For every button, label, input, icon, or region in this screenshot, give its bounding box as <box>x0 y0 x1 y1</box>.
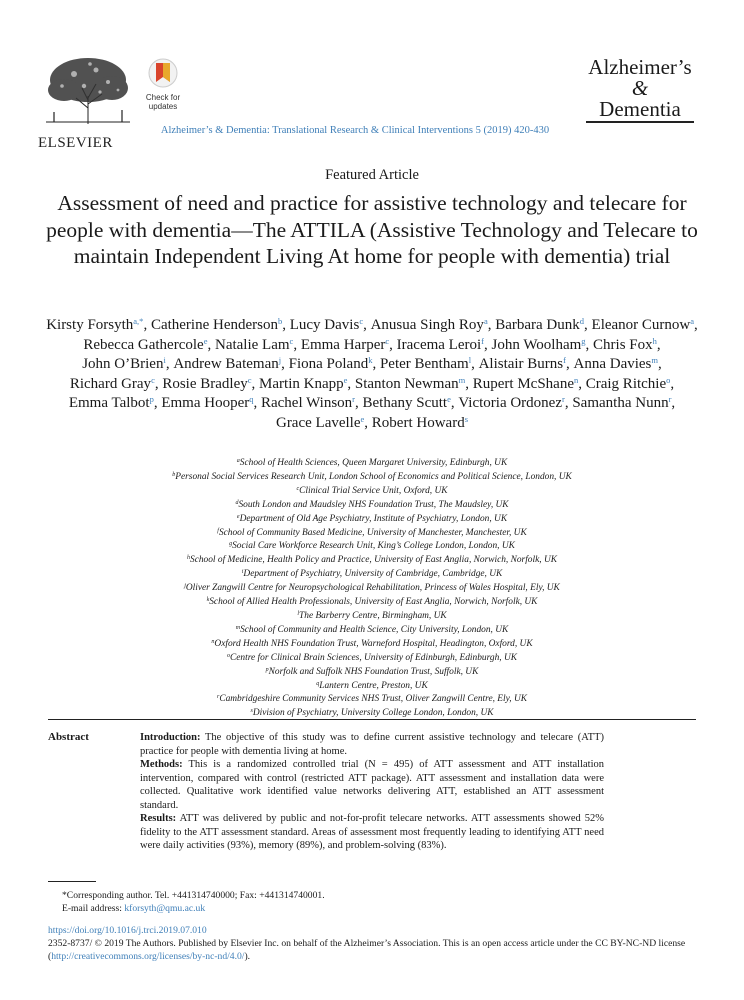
author-name: Barbara Dunk <box>495 317 580 333</box>
email-label: E-mail address: <box>62 903 125 914</box>
author-name: Martin Knapp <box>259 375 344 392</box>
author-affiliation-marker[interactable]: j <box>278 355 282 366</box>
abstract-text: The objective of this study was to define current assistive technology and telecare (ATT) practice for people with dementia living at home. <box>140 732 604 757</box>
affiliation-key: n <box>211 638 215 645</box>
author-separator: , <box>389 336 397 353</box>
author[interactable] <box>70 376 163 392</box>
author-separator: , <box>471 356 479 373</box>
affiliation-text: School of Community Based Medicine, University of Manchester, Manchester, UK <box>218 527 527 538</box>
affiliation-text: School of Medicine, Health Policy and Practice, University of East Anglia, Norwich, Norfolk, UK <box>190 555 557 566</box>
badge-line-2: updates <box>148 102 178 111</box>
email-note <box>62 903 205 914</box>
author-name: Peter Bentham <box>379 356 469 373</box>
author-affiliation-marker[interactable]: r <box>352 394 355 405</box>
author[interactable] <box>161 395 261 411</box>
affiliation-text: Personal Social Services Research Unit, London School of Economics and Political Science, London, UK <box>175 471 572 482</box>
affiliation-text: Social Care Workforce Research Unit, King’s College London, London, UK <box>232 541 515 552</box>
author-separator: , <box>450 395 459 412</box>
affiliation-key: p <box>265 666 269 673</box>
affiliation <box>40 693 704 707</box>
affiliation-key: a <box>236 458 240 464</box>
affiliation <box>40 596 704 610</box>
affiliation <box>40 457 704 471</box>
author-separator: , <box>584 317 592 333</box>
author-affiliation-marker[interactable]: o <box>666 374 671 385</box>
author[interactable] <box>495 317 591 333</box>
author[interactable] <box>479 356 574 372</box>
author-affiliation-marker[interactable]: c <box>247 374 252 385</box>
affiliation-key: f <box>217 527 219 534</box>
affiliation-text: School of Health Sciences, Queen Margaret University, Edinburgh, UK <box>239 458 508 468</box>
author-name: Eleanor Curnow <box>591 317 691 333</box>
bookmark-icon <box>140 58 186 88</box>
author-separator: , <box>585 336 594 353</box>
author-name: Anusua Singh Roy <box>370 317 484 333</box>
author[interactable] <box>372 415 468 431</box>
author-name: Rebecca Gathercole <box>83 336 204 353</box>
author-affiliation-marker[interactable]: k <box>368 355 373 366</box>
author-separator: , <box>671 395 676 412</box>
author-separator: , <box>165 356 174 373</box>
author-name: Iracema Leroi <box>396 336 482 353</box>
author[interactable] <box>380 356 479 372</box>
author-name: Kirsty Forsyth <box>46 317 134 333</box>
author-affiliation-marker[interactable]: c <box>289 335 294 346</box>
author-name: Bethany Scutt <box>362 395 448 412</box>
affiliation-key: m <box>235 624 241 631</box>
abstract-text: ATT was delivered by public and not-for-profit telecare networks. ATT assessments showed 52% fidelity to the ATT assessment standard. Areas of assessment most frequently leading to identifying ATT need were daily activities (93%), memory (89%), and problem-solving (83%). <box>140 813 604 851</box>
author[interactable] <box>301 337 397 353</box>
author-affiliation-marker[interactable]: r <box>562 394 565 405</box>
author-name: John Woolham <box>491 336 582 353</box>
author-name: John O’Brien <box>82 356 164 373</box>
journal-logo-ampersand: & <box>631 76 649 100</box>
author-separator: , <box>154 375 163 392</box>
affiliation-key: b <box>172 471 176 478</box>
author[interactable] <box>261 395 363 411</box>
affiliation <box>40 554 704 568</box>
author-affiliation-marker[interactable]: h <box>652 335 657 346</box>
affiliation <box>40 624 704 638</box>
affiliation-text: Oliver Zangwill Centre for Neuropsychological Rehabilitation, Princess of Wales Hospital, Ely, UK <box>185 583 560 594</box>
affiliation <box>40 527 704 541</box>
author[interactable] <box>151 317 290 333</box>
author-affiliation-marker[interactable]: e <box>203 335 208 346</box>
author-separator: , <box>566 356 574 373</box>
affiliation-key: k <box>206 597 210 604</box>
affiliation-key: l <box>297 610 300 617</box>
check-for-updates-badge[interactable] <box>140 58 186 111</box>
affiliation-text: Centre for Clinical Brain Sciences, University of Edinburgh, Edinburgh, UK <box>230 652 517 663</box>
affiliation-key: s <box>250 708 253 715</box>
copyright-text: 2352-8737/ © 2019 The Authors. Published by Elsevier Inc. on behalf of the Alzheimer’s Association. This is an open access article under the CC BY-NC-ND license ( <box>48 938 686 962</box>
author[interactable] <box>363 395 459 411</box>
journal-logo-line-3: Dementia <box>599 97 681 121</box>
doi-link[interactable]: https://doi.org/10.1016/j.trci.2019.07.010 <box>48 925 207 936</box>
affiliation <box>40 540 704 554</box>
author-separator: , <box>355 395 363 412</box>
affiliation-key: o <box>227 652 231 659</box>
author-separator: , <box>694 317 698 333</box>
author-separator: , <box>207 336 215 353</box>
journal-citation-link[interactable]: Alzheimer’s & Dementia: Translational Research & Clinical Interventions 5 (2019) 420-430 <box>160 125 550 136</box>
author-separator: , <box>578 375 586 392</box>
affiliation-key: e <box>236 513 240 520</box>
affiliation-key: c <box>296 485 300 492</box>
affiliation <box>40 568 704 582</box>
journal-logo-underline <box>586 121 694 123</box>
abstract-section <box>140 731 604 758</box>
affiliation-text: Division of Psychiatry, University College London, London, UK <box>252 708 494 719</box>
author[interactable] <box>83 337 215 353</box>
affiliation-list <box>40 457 704 721</box>
publisher-name: ELSEVIER <box>38 135 113 151</box>
affiliation-text: Lantern Centre, Preston, UK <box>319 680 428 691</box>
abstract-text: This is a randomized controlled trial (N = 495) of ATT assessment and ATT installation intervention, compared with control (restricted ATT package). ATT assessment and installation data were collected. Qualitative work identified value networks delivering ATT, established an ATT assessment standard. <box>140 759 604 811</box>
elsevier-tree-icon <box>38 52 138 128</box>
affiliation <box>40 610 704 624</box>
author-name: Craig Ritchie <box>585 375 667 392</box>
corresponding-author-note: *Corresponding author. Tel. +441314740000; Fax: +441314740001. <box>62 890 325 901</box>
affiliation-text: Department of Old Age Psychiatry, Institute of Psychiatry, London, UK <box>239 513 508 524</box>
author-affiliation-marker[interactable]: c <box>151 374 155 385</box>
affiliation <box>40 638 704 652</box>
author[interactable] <box>162 376 259 392</box>
author[interactable] <box>290 317 371 333</box>
email-link[interactable]: kforsyth@qmu.ac.uk <box>124 903 206 914</box>
author-name: Richard Gray <box>69 375 152 392</box>
affiliation-key: d <box>235 499 239 506</box>
footnote-divider <box>48 881 96 882</box>
author-name: Fiona Poland <box>288 356 369 373</box>
author-affiliation-marker[interactable]: a,* <box>133 316 144 326</box>
author[interactable] <box>473 376 586 392</box>
author[interactable] <box>572 395 675 411</box>
author-name: Lucy Davis <box>289 317 360 333</box>
author-separator: , <box>347 375 355 392</box>
author-separator: , <box>153 395 162 412</box>
author-name: Chris Fox <box>593 336 653 353</box>
author[interactable] <box>397 337 492 353</box>
author-affiliation-marker[interactable]: e <box>447 394 451 405</box>
author[interactable] <box>69 395 162 411</box>
author[interactable] <box>586 376 674 392</box>
article-title: Assessment of need and practice for assistive technology and telecare for people with dementia—The ATTILA (Assistive Technology and Telecare to maintain Independent Living At home for people with dementia) trial <box>46 191 698 268</box>
abstract-body <box>140 731 604 853</box>
author[interactable] <box>371 317 496 333</box>
author-separator: , <box>564 395 573 412</box>
author-separator: , <box>363 317 371 333</box>
author-affiliation-marker[interactable]: m <box>458 374 466 385</box>
author-affiliation-marker[interactable]: b <box>277 316 283 326</box>
author[interactable] <box>289 356 380 372</box>
author[interactable] <box>458 395 572 411</box>
affiliation <box>40 499 704 513</box>
affiliation-key: i <box>241 569 244 576</box>
author-name: Emma Talbot <box>68 395 150 412</box>
author[interactable] <box>82 356 173 372</box>
abstract-label: Abstract <box>48 731 89 743</box>
author-separator: , <box>487 317 496 333</box>
affiliation <box>40 485 704 499</box>
author-affiliation-marker[interactable]: m <box>651 355 659 366</box>
author-affiliation-marker[interactable]: q <box>249 394 254 405</box>
author-separator: , <box>293 336 301 353</box>
author-separator: , <box>143 317 151 333</box>
affiliation-key: r <box>217 694 220 701</box>
affiliation <box>40 666 704 680</box>
author-name: Emma Harper <box>300 336 386 353</box>
author-name: Emma Hooper <box>161 395 250 412</box>
author-affiliation-marker[interactable]: g <box>581 335 586 346</box>
affiliation-text: Norfolk and Suffolk NHS Foundation Trust, Suffolk, UK <box>268 666 479 677</box>
affiliation <box>40 471 704 485</box>
affiliation-text: Oxford Health NHS Foundation Trust, Warneford Hospital, Headington, Oxford, UK <box>214 638 533 649</box>
author-separator: , <box>372 356 380 373</box>
author-separator: , <box>282 317 290 333</box>
author-affiliation-marker[interactable]: c <box>359 316 364 326</box>
journal-logo-line-1: Alzheimer’s <box>588 55 692 79</box>
affiliation <box>40 680 704 694</box>
affiliation-key: j <box>184 583 186 590</box>
article-type: Featured Article <box>325 167 419 183</box>
affiliation-text: Cambridgeshire Community Services NHS Trust, Oliver Zangwill Centre, Ely, UK <box>219 694 527 705</box>
author[interactable] <box>574 356 662 372</box>
author-affiliation-marker[interactable]: d <box>579 316 585 326</box>
author-affiliation-marker[interactable]: a <box>483 316 488 326</box>
author-name: Grace Lavelle <box>275 414 361 431</box>
author-affiliation-marker[interactable]: c <box>385 335 390 346</box>
author-separator: , <box>364 414 372 431</box>
author[interactable] <box>492 337 594 353</box>
author-name: Andrew Bateman <box>173 356 279 373</box>
author-name: Rosie Bradley <box>162 375 248 392</box>
affiliation-text: Department of Psychiatry, University of Cambridge, Cambridge, UK <box>243 569 503 580</box>
journal-logo[interactable] <box>582 56 698 132</box>
affiliation-text: School of Allied Health Professionals, University of East Anglia, Norwich, Norfolk, UK <box>209 597 538 608</box>
author-name: Samantha Nunn <box>572 395 669 412</box>
author[interactable] <box>215 337 301 353</box>
badge-line-1: Check for <box>145 93 181 102</box>
author-name: Rupert McShane <box>472 375 574 392</box>
author-name: Victoria Ordonez <box>458 395 562 412</box>
abstract-divider <box>48 719 696 720</box>
author[interactable] <box>46 317 151 333</box>
affiliation-text: School of Community and Health Science, City University, London, UK <box>240 624 509 635</box>
author-affiliation-marker[interactable]: f <box>481 335 485 346</box>
author-affiliation-marker[interactable]: p <box>149 394 154 405</box>
author-separator: , <box>484 336 492 353</box>
affiliation-text: The Barberry Centre, Birmingham, UK <box>299 610 447 621</box>
author-affiliation-marker[interactable]: r <box>668 394 672 405</box>
abstract-heading: Results: <box>140 813 177 824</box>
abstract-heading: Methods: <box>140 759 183 770</box>
license-link[interactable]: http://creativecommons.org/licenses/by-nc-nd/4.0/ <box>51 950 245 962</box>
affiliation <box>40 582 704 596</box>
author-name: Stanton Newman <box>354 375 459 392</box>
author-list <box>40 316 704 434</box>
author-name: Natalie Lam <box>214 336 290 353</box>
author-affiliation-marker[interactable]: e <box>343 374 348 385</box>
author[interactable] <box>593 337 661 353</box>
author-name: Rachel Winson <box>260 395 353 412</box>
author-name: Robert Howard <box>371 414 465 431</box>
elsevier-logo[interactable] <box>38 52 138 151</box>
author-affiliation-marker[interactable]: l <box>468 355 472 366</box>
affiliation <box>40 652 704 666</box>
author[interactable] <box>592 317 698 333</box>
author-affiliation-marker[interactable]: e <box>360 413 365 424</box>
author-affiliation-marker[interactable]: i <box>163 355 166 366</box>
affiliation-key: g <box>229 541 233 548</box>
author-affiliation-marker[interactable]: s <box>464 413 469 424</box>
author-separator: , <box>656 336 661 353</box>
author[interactable] <box>259 376 355 392</box>
affiliation-key: h <box>187 555 191 562</box>
author-affiliation-marker[interactable]: f <box>563 355 566 366</box>
author-separator: , <box>251 375 260 392</box>
author-separator: , <box>658 356 662 373</box>
author-affiliation-marker[interactable]: a <box>690 316 695 326</box>
author-name: Alistair Burns <box>478 356 564 373</box>
author-affiliation-marker[interactable]: n <box>573 374 579 385</box>
author-separator: , <box>253 395 261 412</box>
copyright-close: ). <box>244 950 251 962</box>
affiliation-key: q <box>316 680 320 687</box>
affiliation <box>40 513 704 527</box>
author[interactable] <box>355 376 473 392</box>
author-separator: , <box>670 375 675 392</box>
author-separator: , <box>281 356 289 373</box>
author[interactable] <box>173 356 288 372</box>
abstract-heading: Introduction: <box>140 732 201 743</box>
author-separator: , <box>465 375 473 392</box>
abstract-section <box>140 812 604 853</box>
author[interactable] <box>276 415 372 431</box>
affiliation-text: South London and Maudsley NHS Foundation Trust, The Maudsley, UK <box>238 499 509 510</box>
abstract-section <box>140 758 604 812</box>
copyright-notice <box>48 938 696 963</box>
author-name: Anna Davies <box>573 356 652 373</box>
author-name: Catherine Henderson <box>150 317 278 333</box>
affiliation-text: Clinical Trial Service Unit, Oxford, UK <box>299 485 448 496</box>
